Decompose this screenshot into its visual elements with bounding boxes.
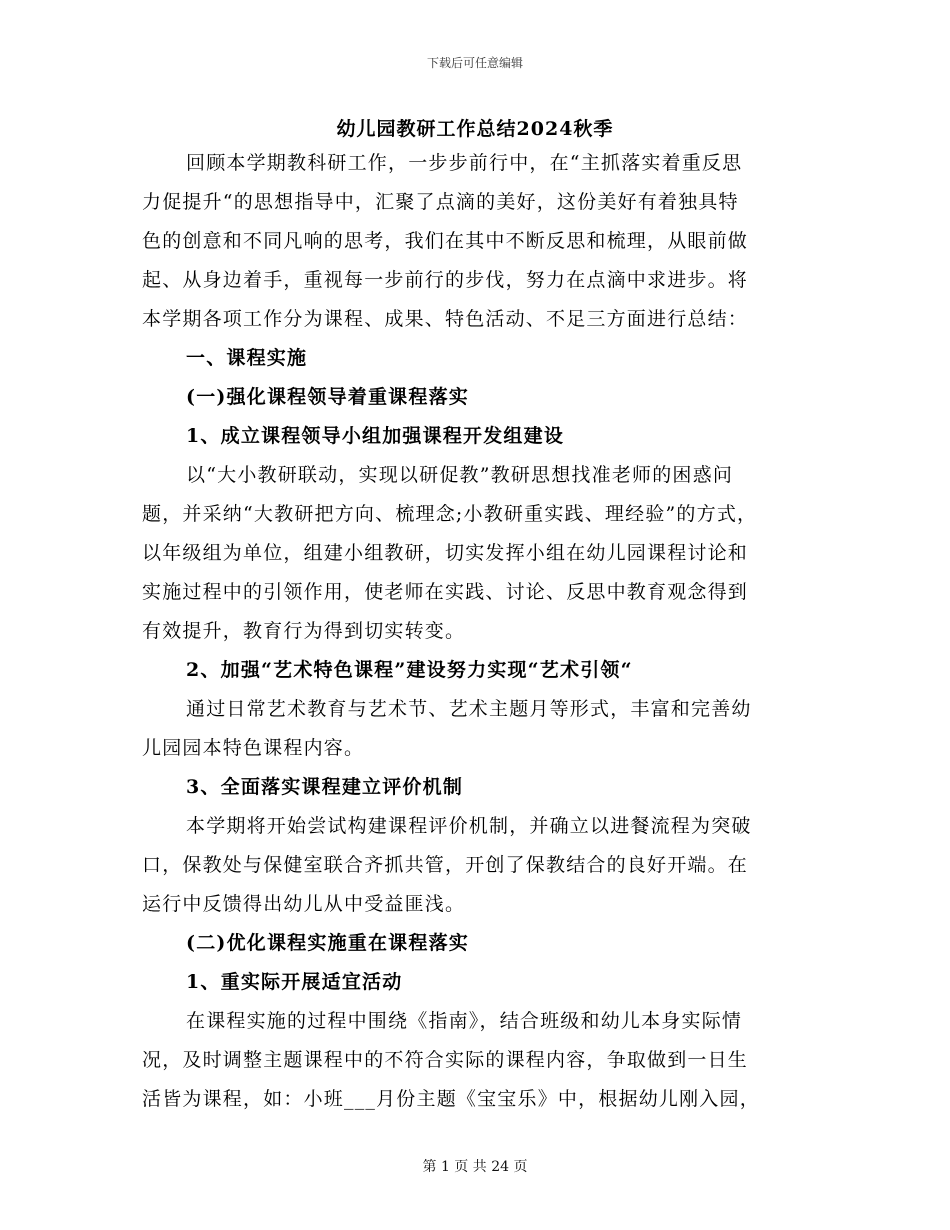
paragraph-line: 色的创意和不同凡响的思考，我们在其中不断反思和梳理，从眼前做 (142, 230, 749, 252)
paragraph-line: 运行中反馈得出幼儿从中受益匪浅。 (142, 893, 466, 915)
header-note: 下载后可任意编辑 (426, 56, 523, 70)
section-heading: (一)强化课程领导着重课程落实 (186, 386, 469, 408)
paragraph-line: 本学期将开始尝试构建课程评价机制，并确立以进餐流程为突破 (186, 815, 752, 837)
paragraph-line: 况，及时调整主题课程中的不符合实际的课程内容，争取做到一日生 (142, 1049, 749, 1071)
page-footer: 第 1 页 共 24 页 (422, 1159, 528, 1175)
paragraph-line: 起、从身边着手，重视每一步前行的步伐，努力在点滴中求进步。将 (142, 269, 749, 291)
paragraph-line: 在课程实施的过程中围绕《指南》，结合班级和幼儿本身实际情 (186, 1010, 743, 1032)
paragraph-line: 实施过程中的引领作用，使老师在实践、讨论、反思中教育观念得到 (142, 581, 749, 603)
paragraph-line: 以“大小教研联动，实现以研促教”教研思想找准老师的困惑问 (186, 464, 734, 486)
paragraph-line: 有效提升，教育行为得到切实转变。 (142, 620, 466, 642)
section-heading: 一、课程实施 (186, 347, 308, 369)
section-heading: 1、重实际开展适宜活动 (186, 971, 403, 993)
paragraph-line: 口，保教处与保健室联合齐抓共管，开创了保教结合的良好开端。在 (142, 854, 749, 876)
paragraph-line: 力促提升“的思想指导中，汇聚了点滴的美好，这份美好有着独具特 (142, 191, 739, 213)
section-heading: 2、加强“艺术特色课程”建设努力实现“艺术引领“ (186, 659, 633, 681)
paragraph-line: 题，并采纳“大教研把方向、梳理念;小教研重实践、理经验”的方式， (142, 503, 758, 525)
paragraph-line: 本学期各项工作分为课程、成果、特色活动、不足三方面进行总结： (142, 308, 749, 330)
section-heading: 3、全面落实课程建立评价机制 (186, 776, 464, 798)
section-heading: 1、成立课程领导小组加强课程开发组建设 (186, 425, 565, 447)
paragraph-line: 回顾本学期教科研工作，一步步前行中，在“主抓落实着重反思 (186, 152, 743, 174)
paragraph-line: 儿园园本特色课程内容。 (142, 737, 365, 759)
paragraph-line: 活皆为课程，如：小班___月份主题《宝宝乐》中，根据幼儿刚入园， (142, 1088, 760, 1110)
paragraph-line: 以年级组为单位，组建小组教研，切实发挥小组在幼儿园课程讨论和 (142, 542, 749, 564)
paragraph-line: 通过日常艺术教育与艺术节、艺术主题月等形式，丰富和完善幼 (186, 698, 752, 720)
section-heading: (二)优化课程实施重在课程落实 (186, 932, 469, 954)
document-body (142, 148, 812, 1123)
document-title: 幼儿园教研工作总结2024秋季 (336, 118, 614, 140)
